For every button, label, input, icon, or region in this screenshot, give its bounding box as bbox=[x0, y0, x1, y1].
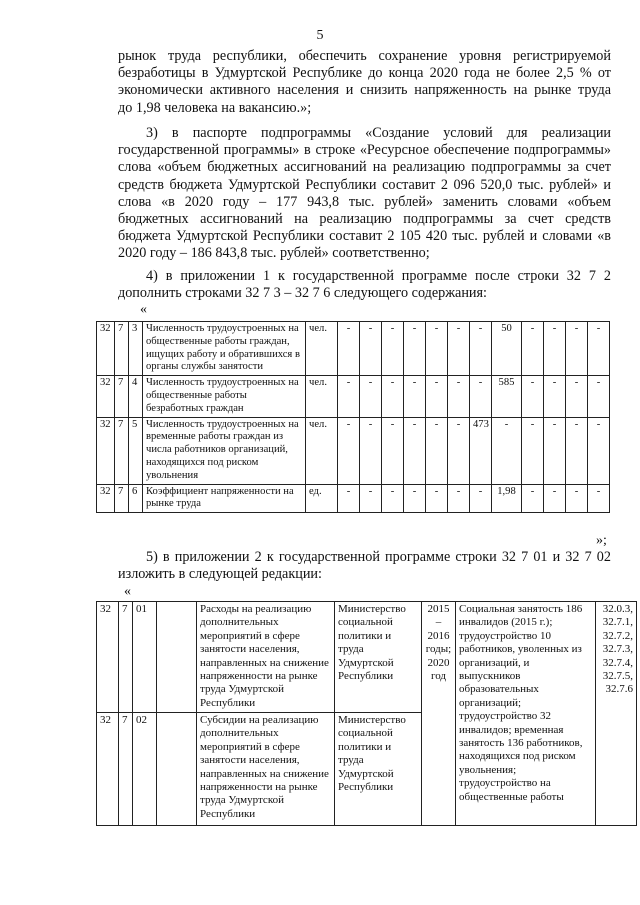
cell-executor: Министерство социальной политики и труда Удмуртской Республики bbox=[335, 602, 422, 713]
events-table bbox=[96, 601, 637, 826]
cell-value: 585 bbox=[492, 376, 522, 417]
cell-value: 473 bbox=[470, 417, 492, 484]
cell-value: - bbox=[544, 376, 566, 417]
paragraph-1: рынок труда республики, обеспечить сохранение уровня регистрируемой безработицы в Удмуртской Республике до конца 2020 года не более 2,5 % от экономически активного населения и снизить напряженность на рынке труда до 1,98 человека на вакансию.»; bbox=[118, 48, 611, 116]
cell-value: - bbox=[522, 417, 544, 484]
cell-value: - bbox=[426, 484, 448, 513]
cell-value: - bbox=[470, 484, 492, 513]
cell-value: - bbox=[448, 484, 470, 513]
cell-value: - bbox=[404, 484, 426, 513]
cell-empty bbox=[157, 602, 197, 713]
cell-value: - bbox=[588, 417, 610, 484]
cell-value: - bbox=[470, 322, 492, 376]
indicator-row bbox=[97, 376, 610, 417]
cell-code-3: 01 bbox=[133, 602, 157, 713]
indicator-row bbox=[97, 484, 610, 513]
cell-value: - bbox=[338, 484, 360, 513]
cell-value: - bbox=[544, 484, 566, 513]
indicators-table bbox=[96, 321, 610, 513]
cell-value: - bbox=[426, 376, 448, 417]
cell-indicator-name: Коэффициент напряженности на рынке труда bbox=[143, 484, 306, 513]
cell-value: 1,98 bbox=[492, 484, 522, 513]
cell-value: - bbox=[448, 322, 470, 376]
paragraph-3: 4) в приложении 1 к государственной программе после строки 32 7 2 дополнить строками 32 7 3 – 32 7 6 следующего содержания: bbox=[118, 268, 611, 302]
cell-event: Субсидии на реализацию дополнительных мероприятий в сфере занятости населения, направленных на снижение напряженности на рынке труда Удмуртской Республики bbox=[197, 713, 335, 826]
cell-value: - bbox=[360, 322, 382, 376]
cell-code-3: 5 bbox=[129, 417, 143, 484]
cell-code-1: 32 bbox=[97, 376, 115, 417]
cell-value: - bbox=[566, 376, 588, 417]
cell-value: - bbox=[544, 322, 566, 376]
cell-code-3: 6 bbox=[129, 484, 143, 513]
cell-code-2: 7 bbox=[115, 376, 129, 417]
cell-value: - bbox=[360, 376, 382, 417]
cell-value: - bbox=[404, 417, 426, 484]
cell-unit: чел. bbox=[306, 322, 338, 376]
cell-unit: ед. bbox=[306, 484, 338, 513]
cell-period: 2015 – 2016 годы; 2020 год bbox=[422, 602, 456, 826]
cell-code-3: 02 bbox=[133, 713, 157, 826]
cell-value: - bbox=[360, 484, 382, 513]
cell-result: Социальная занятость 186 инвалидов (2015 г.); трудоустройство 10 работников, уволенных из организаций, и выпускников образовательных организаций; трудоустройство 32 инвалидов; временная занятость 136 работников, находящихся под риском увольнения; трудоустройство на общественные работы bbox=[456, 602, 596, 826]
cell-code-2: 7 bbox=[119, 713, 133, 826]
cell-empty bbox=[157, 713, 197, 826]
cell-code-2: 7 bbox=[115, 484, 129, 513]
cell-value: - bbox=[426, 417, 448, 484]
cell-code-2: 7 bbox=[115, 417, 129, 484]
cell-value: - bbox=[338, 376, 360, 417]
cell-code-1: 32 bbox=[97, 322, 115, 376]
cell-value: 50 bbox=[492, 322, 522, 376]
paragraph-2: 3) в паспорте подпрограммы «Создание условий для реализации государственной программы» в строке «Ресурсное обеспечение подпрограммы» слова «объем бюджетных ассигнований на реализацию подпрограммы за счет средств бюджета Удмуртской Республики составит 2 096 520,0 тыс. рублей» и слова «в 2020 году – 177 943,8 тыс. рублей» заменить словами «объем бюджетных ассигнований на реализацию подпрограммы за счет средств бюджета Удмуртской Республики составит 2 105 420 тыс. рублей и словами «в 2020 году – 186 843,8 тыс. рублей» соответственно; bbox=[118, 125, 611, 262]
cell-code-2: 7 bbox=[119, 602, 133, 713]
cell-value: - bbox=[544, 417, 566, 484]
cell-value: - bbox=[382, 417, 404, 484]
cell-value: - bbox=[404, 322, 426, 376]
cell-code-3: 3 bbox=[129, 322, 143, 376]
cell-value: - bbox=[338, 417, 360, 484]
cell-value: - bbox=[338, 322, 360, 376]
cell-code-3: 4 bbox=[129, 376, 143, 417]
cell-event: Расходы на реализацию дополнительных мероприятий в сфере занятости населения, направленных на снижение напряженности на рынке труда Удмуртской Республики bbox=[197, 602, 335, 713]
cell-unit: чел. bbox=[306, 417, 338, 484]
page-number: 5 bbox=[316, 28, 324, 43]
cell-value: - bbox=[566, 417, 588, 484]
cell-value: - bbox=[404, 376, 426, 417]
cell-indicator-name: Численность трудоустроенных на временные работы граждан из числа работников организаций, находящихся под риском увольнения bbox=[143, 417, 306, 484]
cell-executor: Министерство социальной политики и труда Удмуртской Республики bbox=[335, 713, 422, 826]
cell-value: - bbox=[588, 484, 610, 513]
cell-value: - bbox=[382, 484, 404, 513]
cell-value: - bbox=[566, 322, 588, 376]
events-row-1 bbox=[97, 602, 637, 713]
cell-indicator-name: Численность трудоустроенных на общественные работы граждан, ищущих работу и обратившихся в органы службы занятости bbox=[143, 322, 306, 376]
cell-code-1: 32 bbox=[97, 602, 119, 713]
cell-value: - bbox=[522, 376, 544, 417]
cell-value: - bbox=[492, 417, 522, 484]
open-quote-2: « bbox=[124, 584, 131, 599]
cell-unit: чел. bbox=[306, 376, 338, 417]
cell-value: - bbox=[448, 376, 470, 417]
cell-value: - bbox=[426, 322, 448, 376]
cell-value: - bbox=[522, 322, 544, 376]
cell-code-2: 7 bbox=[115, 322, 129, 376]
cell-value: - bbox=[588, 376, 610, 417]
cell-value: - bbox=[360, 417, 382, 484]
indicator-row bbox=[97, 417, 610, 484]
cell-value: - bbox=[566, 484, 588, 513]
indicator-row bbox=[97, 322, 610, 376]
cell-value: - bbox=[448, 417, 470, 484]
cell-value: - bbox=[522, 484, 544, 513]
close-quote-1: »; bbox=[596, 533, 607, 548]
cell-code-1: 32 bbox=[97, 417, 115, 484]
cell-value: - bbox=[382, 322, 404, 376]
cell-indicators: 32.0.3, 32.7.1, 32.7.2, 32.7.3, 32.7.4, 32.7.5, 32.7.6 bbox=[596, 602, 637, 826]
paragraph-4: 5) в приложении 2 к государственной программе строки 32 7 01 и 32 7 02 изложить в следующей редакции: bbox=[118, 549, 611, 583]
cell-code-1: 32 bbox=[97, 484, 115, 513]
cell-indicator-name: Численность трудоустроенных на общественные работы безработных граждан bbox=[143, 376, 306, 417]
cell-value: - bbox=[470, 376, 492, 417]
cell-value: - bbox=[588, 322, 610, 376]
cell-code-1: 32 bbox=[97, 713, 119, 826]
open-quote-1: « bbox=[140, 302, 147, 317]
cell-value: - bbox=[382, 376, 404, 417]
